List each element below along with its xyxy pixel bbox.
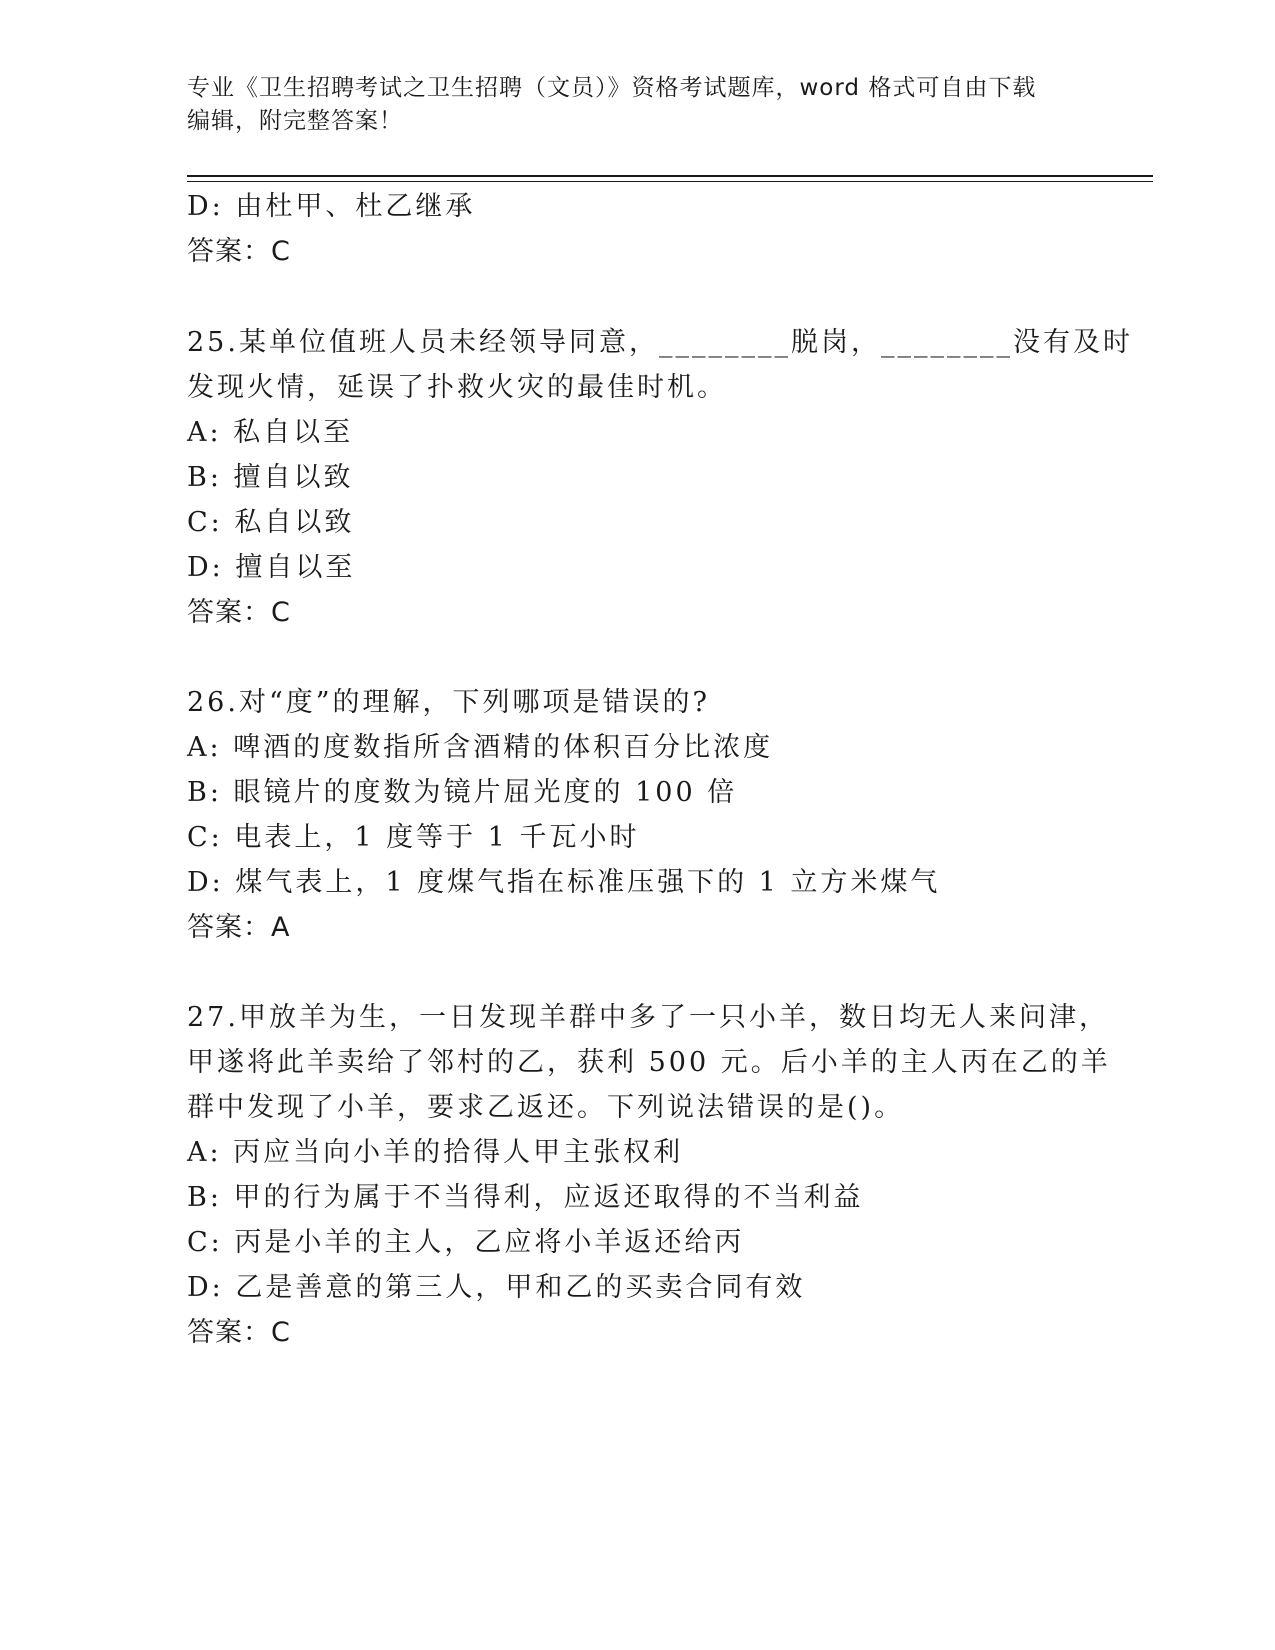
header-divider-thin [187, 181, 1153, 182]
q27-stem-line-1: 27.甲放羊为生，一日发现羊群中多了一只小羊，数日均无人来问津， [187, 1002, 1109, 1033]
q26-option-c: C: 电表上，1 度等于 1 千瓦小时 [187, 822, 640, 853]
header-line-1: 专业《卫生招聘考试之卫生招聘（文员）》资格考试题库，word 格式可自由下载 [187, 75, 1037, 101]
q27-option-b: B: 甲的行为属于不当得利，应返还取得的不当利益 [187, 1182, 864, 1213]
q25-stem-line-1: 25.某单位值班人员未经领导同意，________脱岗，________没有及时 [187, 327, 1133, 358]
q26-answer: 答案：A [187, 912, 291, 943]
q27-option-a: A: 丙应当向小羊的拾得人甲主张权利 [187, 1137, 684, 1168]
q25-option-a: A: 私自以至 [187, 417, 354, 448]
q26-option-a: A: 啤酒的度数指所含酒精的体积百分比浓度 [187, 732, 774, 763]
q25-stem-line-2: 发现火情，延误了扑救火灾的最佳时机。 [187, 372, 727, 403]
q26-option-d: D: 煤气表上，1 度煤气指在标准压强下的 1 立方米煤气 [187, 867, 941, 898]
header-line-2: 编辑，附完整答案！ [187, 108, 403, 134]
document-header [187, 72, 1087, 138]
header-divider [187, 175, 1153, 177]
prev-option-d: D: 由杜甲、杜乙继承 [187, 191, 476, 222]
q25-option-d: D: 擅自以至 [187, 552, 356, 583]
q25-option-b: B: 擅自以致 [187, 462, 354, 493]
q27-answer: 答案：C [187, 1317, 291, 1348]
q26-stem-line-1: 26.对“度”的理解，下列哪项是错误的? [187, 687, 711, 718]
q27-stem-line-3: 群中发现了小羊，要求乙返还。下列说法错误的是()。 [187, 1092, 905, 1123]
q27-stem-line-2: 甲遂将此羊卖给了邻村的乙，获利 500 元。后小羊的主人丙在乙的羊 [187, 1047, 1111, 1078]
q27-option-d: D: 乙是善意的第三人，甲和乙的买卖合同有效 [187, 1272, 806, 1303]
q27-option-c: C: 丙是小羊的主人，乙应将小羊返还给丙 [187, 1227, 745, 1258]
prev-answer: 答案：C [187, 236, 291, 267]
q26-option-b: B: 眼镜片的度数为镜片屈光度的 100 倍 [187, 777, 738, 808]
q25-answer: 答案：C [187, 597, 291, 628]
q25-option-c: C: 私自以致 [187, 507, 355, 538]
